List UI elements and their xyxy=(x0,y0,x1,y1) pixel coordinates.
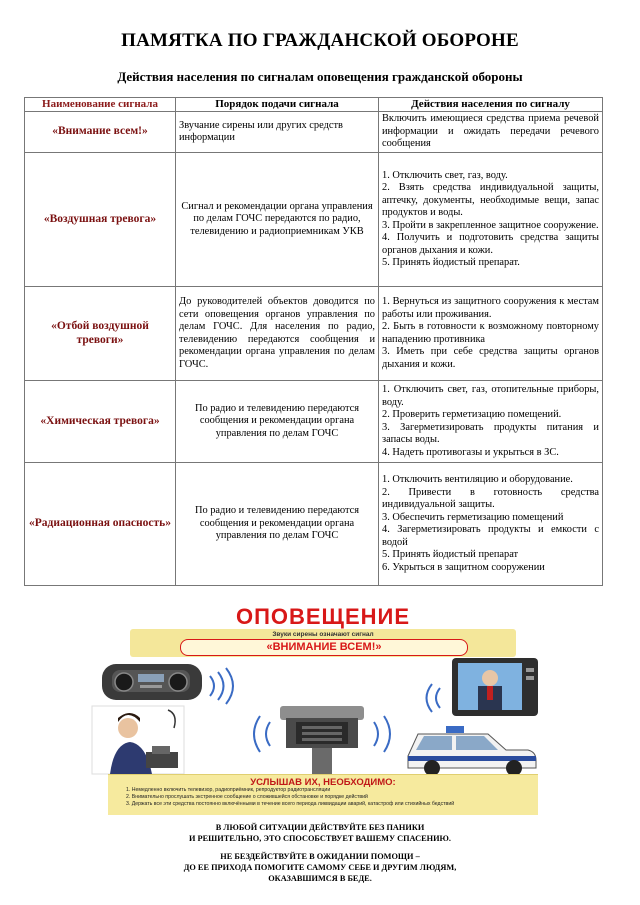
action-item: 4. Загерметизировать продукты и емкости с водой xyxy=(382,524,599,548)
footer-advice-1 xyxy=(0,822,640,844)
poster-instructions-title: УСЛЫШАВ ИХ, НЕОБХОДИМО: xyxy=(250,777,396,788)
action-item: 3. Обеспечить герметизацию помещений xyxy=(382,511,564,523)
alert-poster xyxy=(90,598,556,816)
sound-wave-icon xyxy=(427,684,441,712)
action-item: 1. Вернуться из защитного сооружения к местам работы или проживания. xyxy=(382,296,599,320)
signal-name: «Внимание всем!» xyxy=(25,112,176,153)
signal-actions xyxy=(379,463,603,586)
poster-illustration xyxy=(90,656,556,776)
signal-name: «Отбой воздушной тревоги» xyxy=(25,287,176,381)
table-row xyxy=(25,112,603,153)
action-item: 4. Надеть противогазы и укрыться в ЗС. xyxy=(382,446,559,458)
siren-icon xyxy=(280,706,364,774)
footer-line: И РЕШИТЕЛЬНО, ЭТО СПОСОБСТВУЕТ ВАШЕМУ СПАСЕНИЮ. xyxy=(189,834,451,844)
action-item: 1. Отключить свет, газ, отопительные приборы, воду. xyxy=(382,384,599,408)
action-item: 3. Пройти в закрепленное защитное сооружение. xyxy=(382,219,599,231)
table-header-row xyxy=(25,98,603,112)
header-signal-actions: Действия населения по сигналу xyxy=(379,98,603,112)
action-item: 5. Принять йодистый препарат xyxy=(382,549,519,561)
police-car-icon xyxy=(408,726,536,776)
footer-advice-2 xyxy=(0,851,640,885)
action-item: 1. Отключить вентиляцию и оборудование. xyxy=(382,474,573,486)
signal-order: По радио и телевидению передаются сообщения и рекомендации органа управления по делам ГОЧС xyxy=(176,463,379,586)
poster-title: ОПОВЕЩЕНИЕ xyxy=(235,604,411,629)
poster-band-subtitle: Звуки сирены означают сигнал xyxy=(272,631,374,638)
signal-actions xyxy=(379,112,603,153)
sound-wave-icon xyxy=(210,668,233,704)
signal-order: По радио и телевидению передаются сообщения и рекомендации органа управления по делам ГОЧС xyxy=(176,381,379,463)
action-item: 2. Быть в готовности к возможному повторному нападению противника xyxy=(382,321,599,345)
table-row xyxy=(25,463,603,586)
action-item: 2. Привести в готовность средства индивидуальной защиты. xyxy=(382,486,599,511)
header-signal-order: Порядок подачи сигнала xyxy=(176,98,379,112)
operator-icon xyxy=(92,706,184,774)
poster-instruction-item: 1. Немедленно включить телевизор, радиоприёмник, репродуктор радиотрансляции xyxy=(126,787,331,793)
signal-actions xyxy=(379,153,603,287)
table-row xyxy=(25,153,603,287)
action-item: Включить имеющиеся средства приема речевой информации и ожидать передачи речевого сообщения xyxy=(382,113,599,150)
poster-instruction-item: 3. Держать все эти средства постоянно включёнными в течение всего периода ликвидации аварий, катастроф или стихийных бедствий xyxy=(126,800,455,807)
action-item: 2. Взять средства индивидуальной защиты, аптечку, документы, необходимые вещи, запас продуктов и воды. xyxy=(382,182,599,219)
action-item: 3. Иметь при себе средства защиты органов дыхания и кожи. xyxy=(382,346,599,370)
footer-line: НЕ БЕЗДЕЙСТВУЙТЕ В ОЖИДАНИИ ПОМОЩИ – xyxy=(220,852,420,861)
tv-icon xyxy=(452,658,538,716)
poster-instruction-item: 2. Внимательно прослушать экстренное сообщение о сложившейся обстановке и порядке действий xyxy=(126,793,368,800)
action-item: 2. Проверить герметизацию помещений. xyxy=(382,409,562,421)
poster-band-signal: «ВНИМАНИЕ ВСЕМ!» xyxy=(180,639,468,656)
signal-order: Сигнал и рекомендации органа управления по делам ГОЧС передаются по радио, телевидению и радиоприемникам УКВ xyxy=(176,153,379,287)
signal-order: До руководителей объектов доводится по сети оповещения органов управления по делам ГОЧС. Для населения по радио, телевидению передаются сообщения и рекомендации органа управления по делам ГОЧС. xyxy=(176,287,379,381)
action-item: 1. Отключить свет, газ, воду. xyxy=(382,169,508,181)
signals-table xyxy=(24,97,603,586)
page-subtitle: Действия населения по сигналам оповещения гражданской обороны xyxy=(117,69,523,84)
poster-signal-band xyxy=(130,629,516,657)
page-title: ПАМЯТКА ПО ГРАЖДАНСКОЙ ОБОРОНЕ xyxy=(121,30,519,51)
action-item: 4. Получить и подготовить средства защиты органов дыхания и кожи. xyxy=(382,232,599,256)
footer-line: ДО ЕЕ ПРИХОДА ПОМОГИТЕ САМОМУ СЕБЕ И ДРУГИМ ЛЮДЯМ, xyxy=(183,863,457,873)
radio-icon xyxy=(102,664,202,700)
signal-actions xyxy=(379,287,603,381)
action-item: 5. Принять йодистый препарат. xyxy=(382,257,520,269)
action-item: 3. Загерметизировать продукты питания и запасы воды. xyxy=(382,421,599,446)
footer-line: ОКАЗАВШИМСЯ В БЕДЕ. xyxy=(268,874,372,884)
signal-order: Звучание сирены или других средств информации xyxy=(176,112,379,153)
table-row xyxy=(25,287,603,381)
signal-name: «Химическая тревога» xyxy=(25,381,176,463)
action-item: 6. Укрыться в защитном сооружении xyxy=(382,561,545,573)
header-signal-name: Наименование сигнала xyxy=(25,98,176,112)
poster-instructions-box xyxy=(108,774,538,815)
table-row xyxy=(25,381,603,463)
signal-actions xyxy=(379,381,603,463)
signal-name: «Воздушная тревога» xyxy=(25,153,176,287)
signal-name: «Радиационная опасность» xyxy=(25,463,176,586)
footer-line: В ЛЮБОЙ СИТУАЦИИ ДЕЙСТВУЙТЕ БЕЗ ПАНИКИ xyxy=(215,823,425,832)
